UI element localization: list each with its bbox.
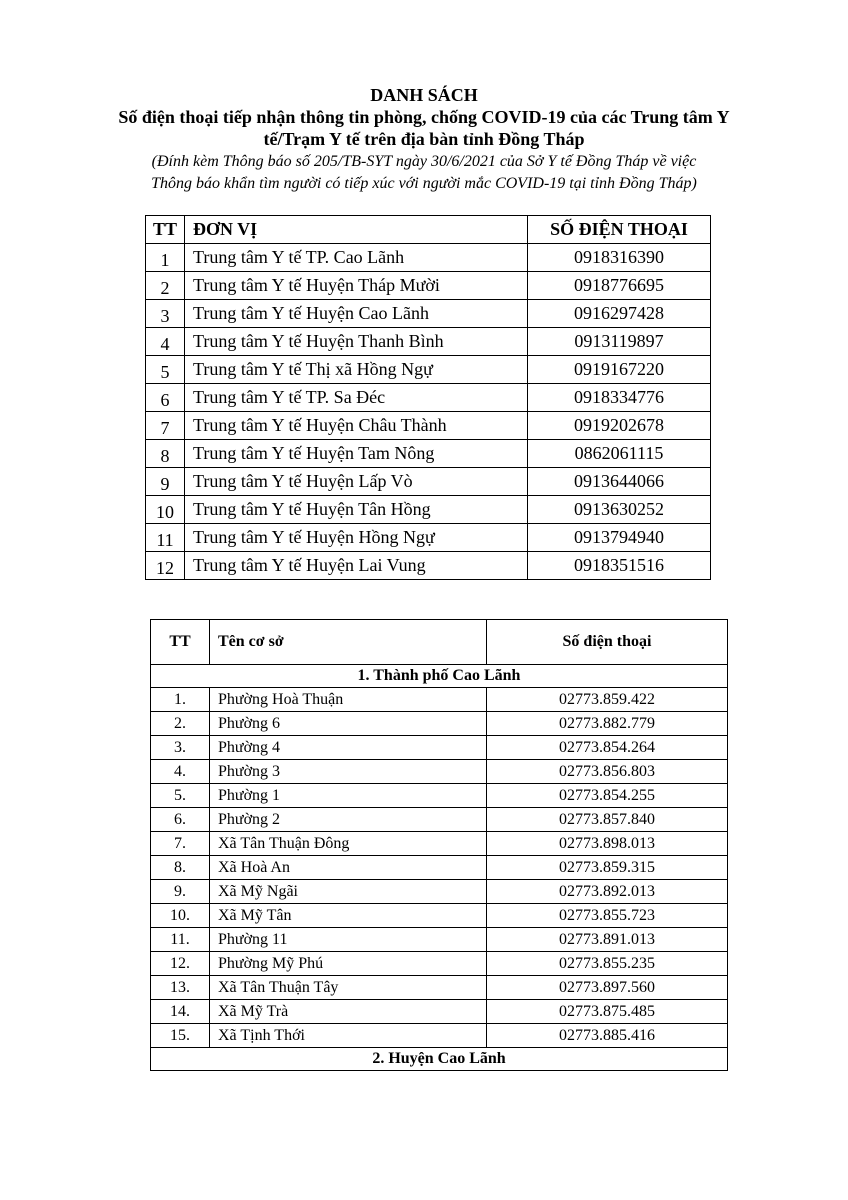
phone-number: 02773.855.723 bbox=[487, 904, 728, 928]
table-row bbox=[151, 856, 728, 880]
table-row bbox=[146, 524, 711, 552]
facility-name: Phường Mỹ Phú bbox=[210, 952, 487, 976]
row-number: 15. bbox=[151, 1024, 210, 1048]
phone-number: 02773.885.416 bbox=[487, 1024, 728, 1048]
phone-number: 0913630252 bbox=[528, 496, 711, 524]
row-number: 9 bbox=[146, 468, 185, 496]
table-row bbox=[151, 976, 728, 1000]
group-title: 1. Thành phố Cao Lãnh bbox=[151, 665, 728, 688]
unit-name: Trung tâm Y tế Huyện Cao Lãnh bbox=[185, 300, 528, 328]
table-row bbox=[146, 468, 711, 496]
facility-name: Xã Mỹ Ngãi bbox=[210, 880, 487, 904]
facility-name: Phường 3 bbox=[210, 760, 487, 784]
phone-number: 0918351516 bbox=[528, 552, 711, 580]
phone-number: 0913794940 bbox=[528, 524, 711, 552]
row-number: 10 bbox=[146, 496, 185, 524]
table-row bbox=[151, 712, 728, 736]
phone-number: 0918334776 bbox=[528, 384, 711, 412]
table-row bbox=[146, 440, 711, 468]
row-number: 8. bbox=[151, 856, 210, 880]
commune-station-phone-table bbox=[150, 619, 728, 1071]
document-header bbox=[60, 84, 788, 194]
table-row bbox=[151, 1024, 728, 1048]
phone-number: 02773.856.803 bbox=[487, 760, 728, 784]
phone-number: 02773.897.560 bbox=[487, 976, 728, 1000]
commune-table-body bbox=[151, 665, 728, 1071]
table-row bbox=[146, 552, 711, 580]
row-number: 13. bbox=[151, 976, 210, 1000]
table-header-row bbox=[146, 216, 711, 244]
phone-number: 0913644066 bbox=[528, 468, 711, 496]
phone-number: 02773.875.485 bbox=[487, 1000, 728, 1024]
facility-name: Xã Mỹ Trà bbox=[210, 1000, 487, 1024]
row-number: 11 bbox=[146, 524, 185, 552]
table-row bbox=[151, 808, 728, 832]
row-number: 9. bbox=[151, 880, 210, 904]
unit-name: Trung tâm Y tế Huyện Tân Hồng bbox=[185, 496, 528, 524]
table-row bbox=[146, 384, 711, 412]
table-row bbox=[151, 904, 728, 928]
health-center-table-body bbox=[146, 244, 711, 580]
table-row bbox=[146, 496, 711, 524]
column-header-tt: TT bbox=[146, 216, 185, 244]
row-number: 10. bbox=[151, 904, 210, 928]
row-number: 3. bbox=[151, 736, 210, 760]
row-number: 12. bbox=[151, 952, 210, 976]
row-number: 11. bbox=[151, 928, 210, 952]
facility-name: Xã Tân Thuận Đông bbox=[210, 832, 487, 856]
table-row bbox=[151, 1000, 728, 1024]
document-title: DANH SÁCH bbox=[370, 85, 478, 105]
health-center-phone-table bbox=[145, 215, 711, 580]
phone-number: 0919202678 bbox=[528, 412, 711, 440]
document-subtitle-line-1: Số điện thoại tiếp nhận thông tin phòng, chống COVID-19 của các Trung tâm Y bbox=[118, 107, 730, 127]
facility-name: Xã Tịnh Thới bbox=[210, 1024, 487, 1048]
phone-number: 0862061115 bbox=[528, 440, 711, 468]
facility-name: Phường 1 bbox=[210, 784, 487, 808]
unit-name: Trung tâm Y tế Huyện Hồng Ngự bbox=[185, 524, 528, 552]
column-header-tt: TT bbox=[151, 620, 210, 665]
phone-number: 02773.854.264 bbox=[487, 736, 728, 760]
phone-number: 0916297428 bbox=[528, 300, 711, 328]
row-number: 12 bbox=[146, 552, 185, 580]
phone-number: 0919167220 bbox=[528, 356, 711, 384]
facility-name: Phường Hoà Thuận bbox=[210, 688, 487, 712]
unit-name: Trung tâm Y tế Huyện Tam Nông bbox=[185, 440, 528, 468]
table-row bbox=[146, 356, 711, 384]
row-number: 14. bbox=[151, 1000, 210, 1024]
table-row bbox=[146, 328, 711, 356]
row-number: 4. bbox=[151, 760, 210, 784]
column-header-facility: Tên cơ sở bbox=[210, 620, 487, 665]
table-row bbox=[151, 688, 728, 712]
group-title: 2. Huyện Cao Lãnh bbox=[151, 1048, 728, 1071]
table-row bbox=[146, 272, 711, 300]
facility-name: Phường 6 bbox=[210, 712, 487, 736]
attachment-note-line-2: Thông báo khẩn tìm người có tiếp xúc với người mắc COVID-19 tại tỉnh Đồng Tháp) bbox=[151, 175, 697, 192]
unit-name: Trung tâm Y tế TP. Sa Đéc bbox=[185, 384, 528, 412]
table-header-row bbox=[151, 620, 728, 665]
phone-number: 02773.882.779 bbox=[487, 712, 728, 736]
phone-number: 02773.859.315 bbox=[487, 856, 728, 880]
column-header-unit: ĐƠN VỊ bbox=[185, 216, 528, 244]
row-number: 5 bbox=[146, 356, 185, 384]
table-row bbox=[151, 880, 728, 904]
table-row bbox=[151, 760, 728, 784]
column-header-phone: SỐ ĐIỆN THOẠI bbox=[528, 216, 711, 244]
phone-number: 02773.898.013 bbox=[487, 832, 728, 856]
row-number: 7 bbox=[146, 412, 185, 440]
row-number: 6. bbox=[151, 808, 210, 832]
row-number: 1 bbox=[146, 244, 185, 272]
row-number: 5. bbox=[151, 784, 210, 808]
facility-name: Phường 11 bbox=[210, 928, 487, 952]
phone-number: 02773.857.840 bbox=[487, 808, 728, 832]
phone-number: 02773.855.235 bbox=[487, 952, 728, 976]
facility-name: Phường 2 bbox=[210, 808, 487, 832]
group-header-row bbox=[151, 1048, 728, 1071]
group-header-row bbox=[151, 665, 728, 688]
column-header-phone: Số điện thoại bbox=[487, 620, 728, 665]
row-number: 2. bbox=[151, 712, 210, 736]
facility-name: Xã Mỹ Tân bbox=[210, 904, 487, 928]
row-number: 2 bbox=[146, 272, 185, 300]
row-number: 1. bbox=[151, 688, 210, 712]
table-row bbox=[146, 412, 711, 440]
phone-number: 02773.859.422 bbox=[487, 688, 728, 712]
table-row bbox=[146, 300, 711, 328]
unit-name: Trung tâm Y tế Thị xã Hồng Ngự bbox=[185, 356, 528, 384]
unit-name: Trung tâm Y tế Huyện Thanh Bình bbox=[185, 328, 528, 356]
document-subtitle-line-2: tế/Trạm Y tế trên địa bàn tỉnh Đồng Tháp bbox=[263, 129, 585, 149]
table-row bbox=[151, 736, 728, 760]
unit-name: Trung tâm Y tế Huyện Tháp Mười bbox=[185, 272, 528, 300]
unit-name: Trung tâm Y tế TP. Cao Lãnh bbox=[185, 244, 528, 272]
phone-number: 0913119897 bbox=[528, 328, 711, 356]
row-number: 7. bbox=[151, 832, 210, 856]
row-number: 8 bbox=[146, 440, 185, 468]
table-row bbox=[151, 952, 728, 976]
attachment-note-line-1: (Đính kèm Thông báo số 205/TB-SYT ngày 30/6/2021 của Sở Y tế Đồng Tháp về việc bbox=[151, 153, 697, 170]
unit-name: Trung tâm Y tế Huyện Châu Thành bbox=[185, 412, 528, 440]
row-number: 6 bbox=[146, 384, 185, 412]
phone-number: 02773.891.013 bbox=[487, 928, 728, 952]
phone-number: 0918316390 bbox=[528, 244, 711, 272]
unit-name: Trung tâm Y tế Huyện Lấp Vò bbox=[185, 468, 528, 496]
phone-number: 0918776695 bbox=[528, 272, 711, 300]
row-number: 4 bbox=[146, 328, 185, 356]
facility-name: Xã Hoà An bbox=[210, 856, 487, 880]
table-row bbox=[146, 244, 711, 272]
table-row bbox=[151, 928, 728, 952]
table-row bbox=[151, 784, 728, 808]
table-row bbox=[151, 832, 728, 856]
facility-name: Phường 4 bbox=[210, 736, 487, 760]
unit-name: Trung tâm Y tế Huyện Lai Vung bbox=[185, 552, 528, 580]
row-number: 3 bbox=[146, 300, 185, 328]
phone-number: 02773.892.013 bbox=[487, 880, 728, 904]
facility-name: Xã Tân Thuận Tây bbox=[210, 976, 487, 1000]
phone-number: 02773.854.255 bbox=[487, 784, 728, 808]
